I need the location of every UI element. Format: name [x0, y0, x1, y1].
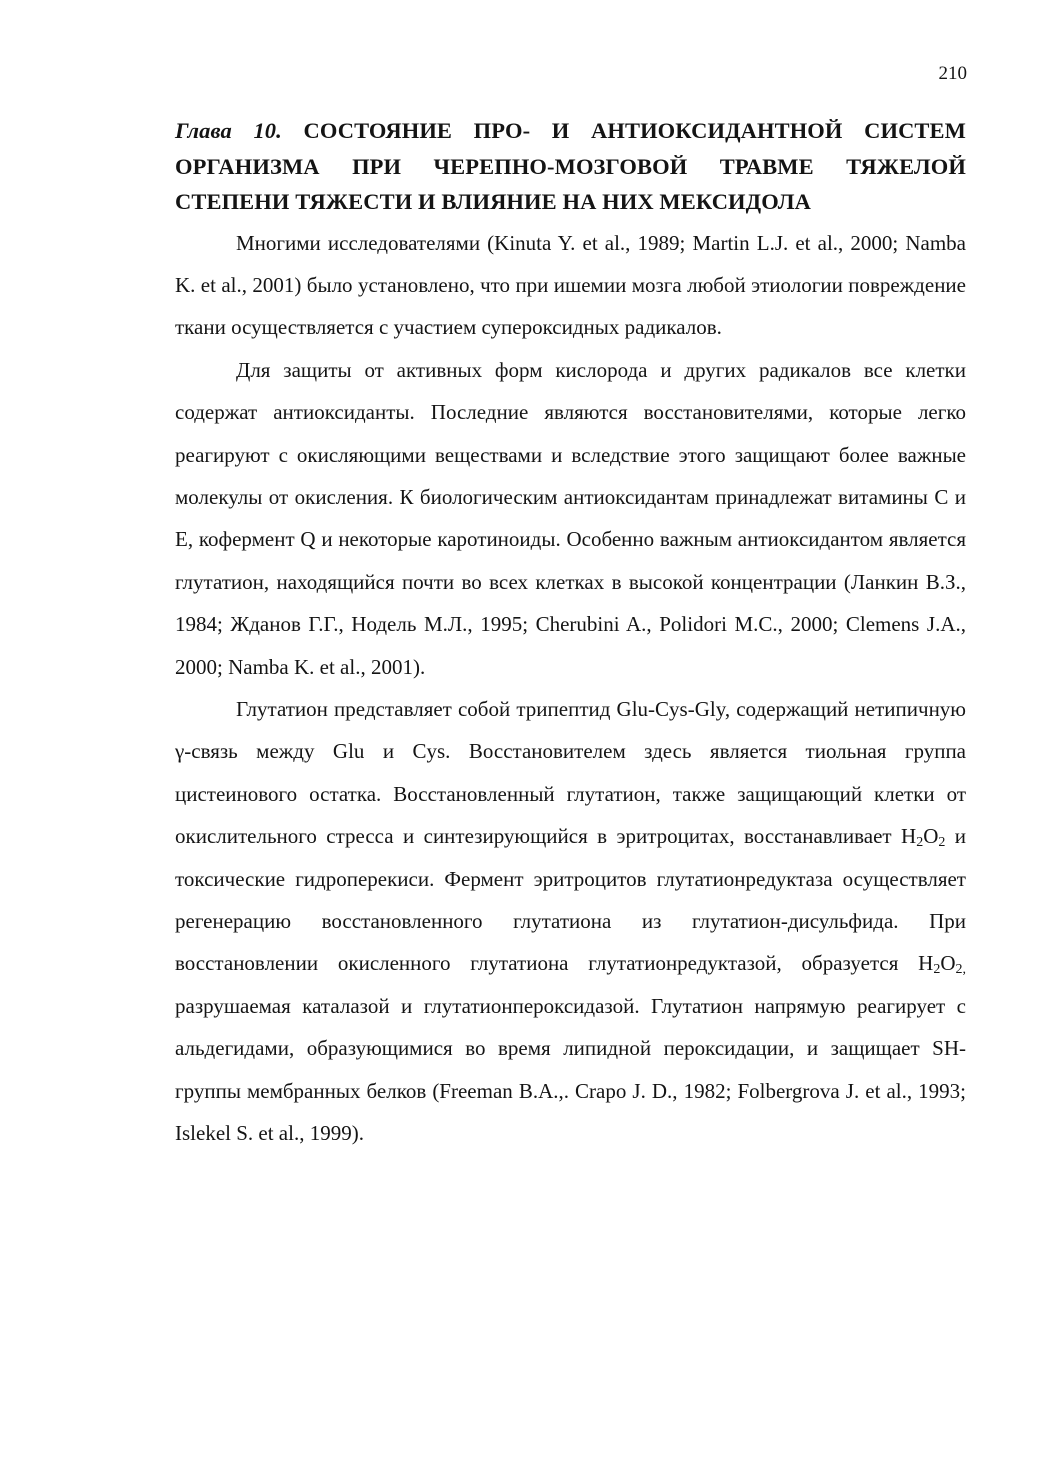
paragraph-3	[175, 688, 966, 1154]
chapter-label: Глава 10.	[175, 118, 282, 143]
formula-h2o2: $H_2O_2$	[901, 824, 946, 851]
paragraph-1: Многими исследователями (Kinuta Y. et al., 1989; Martin L.J. et al., 2000; Namba K. et al., 2001) было установлено, что при ишемии мозга любой этиологии повреждение ткани осуществляется с участием супероксидных радикалов.	[175, 230, 966, 340]
paragraph-3-part-2: и токсические гидроперекиси. Фермент эритроцитов глутатионредуктаза осуществляет регенерацию восстановленного глутатиона из глутатион-дисульфида. При восстановлении окисленного глутатиона глутатионредуктазой, образуется	[175, 824, 967, 976]
page-number: 210	[938, 63, 967, 84]
paragraph-3-part-3: разрушаемая каталазой и глутатионпероксидазой. Глутатион напрямую реагирует с альдегидами, образующимися во время липидной пероксидации, и защищает SH-группы мембранных белков (Freeman B.A.,. Crapo J. D., 1982; Folbergrova J. et al., 1993; Islekel S. et al., 1999).	[175, 993, 966, 1146]
formula-h2o2-second: $H_2O_{2,}$	[918, 951, 967, 978]
page-content	[175, 113, 966, 1154]
paragraph-3-part-1: Глутатион представляет собой трипептид Glu-Cys-Gly, содержащий нетипичную γ-связь между Glu и Cys. Восстановителем здесь является тиольная группа цистеинового остатка. Восстановленный глутатион, также защищающий клетки от окислительного стресса и синтезирующийся в эритроцитах, восстанавливает	[175, 696, 966, 849]
chapter-heading	[175, 113, 966, 220]
paragraph-2: Для защиты от активных форм кислорода и других радикалов все клетки содержат антиоксиданты. Последние являются восстановителями, которые легко реагируют с окисляющими веществами и вследствие этого защищают более важные молекулы от окисления. К биологическим антиоксидантам принадлежат витамины С и Е, кофермент Q и некоторые каротиноиды. Особенно важным антиоксидантом является глутатион, находящийся почти во всех клетках в высокой концентрации (Ланкин В.З., 1984; Жданов Г.Г., Нодель М.Л., 1995; Cherubini A., Polidori M.C., 2000; Clemens J.A., 2000; Namba K. et al., 2001).	[175, 357, 966, 679]
chapter-title: СОСТОЯНИЕ ПРО- И АНТИОКСИДАНТНОЙ СИСТЕМ ОРГАНИЗМА ПРИ ЧЕРЕПНО-МОЗГОВОЙ ТРАВМЕ ТЯЖЕЛОЙ СТЕПЕНИ ТЯЖЕСТИ И ВЛИЯНИЕ НА НИХ МЕКСИДОЛА	[175, 118, 966, 214]
